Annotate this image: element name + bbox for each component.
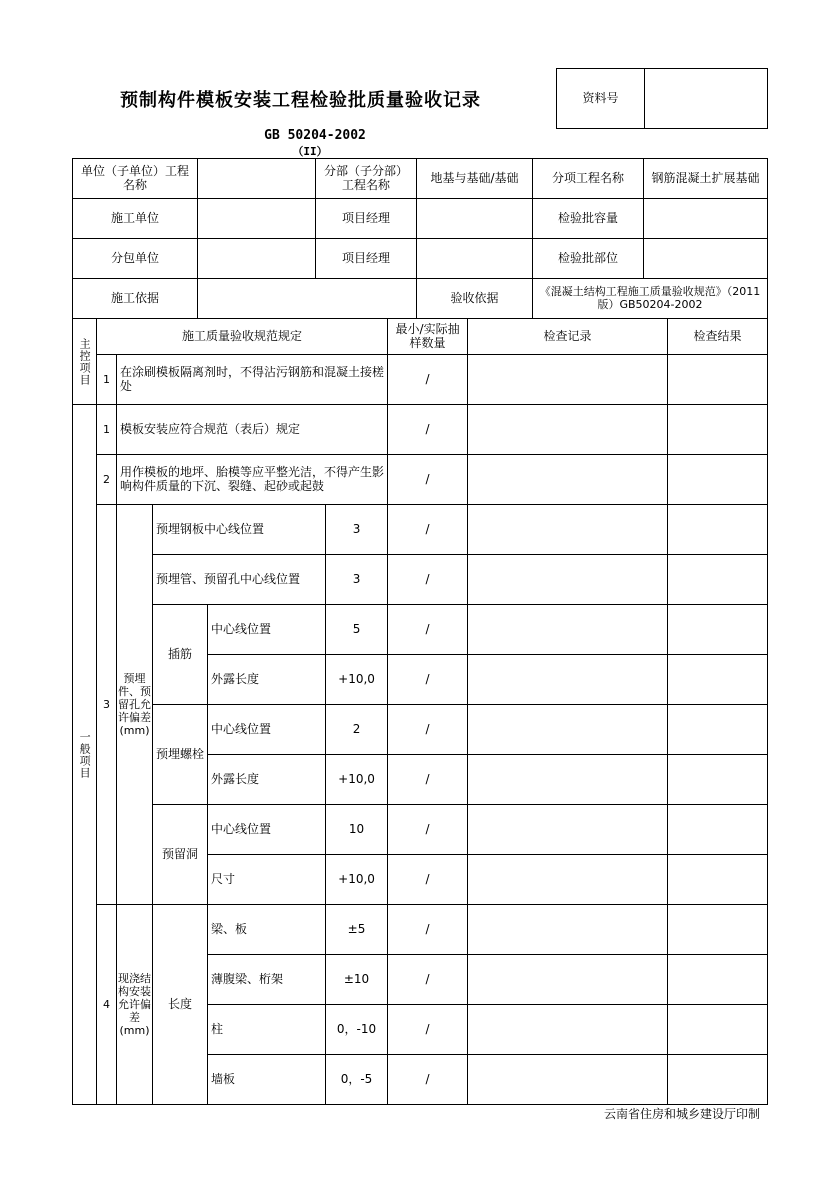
batch-capacity-value[interactable]: [644, 199, 768, 239]
item-sample[interactable]: /: [388, 655, 468, 705]
allowed-deviation: ±10: [326, 955, 388, 1005]
item-sample[interactable]: /: [388, 855, 468, 905]
allowed-deviation: 0，-5: [326, 1055, 388, 1105]
table-row: [73, 355, 768, 405]
subcontractor-value[interactable]: [198, 239, 316, 279]
item-text: 在涂刷模板隔离剂时，不得沾污钢筋和混凝土接槎处: [117, 355, 388, 405]
allowed-deviation: +10,0: [326, 655, 388, 705]
sub-item-name: 梁、板: [208, 905, 326, 955]
table-row: [73, 805, 768, 855]
batch-capacity-label: 检验批容量: [533, 199, 644, 239]
unit-label: 单位（子单位）工程名称: [73, 159, 198, 199]
item-result[interactable]: [668, 555, 768, 605]
item-sample[interactable]: /: [388, 405, 468, 455]
column-header-row: [73, 319, 768, 355]
item-record[interactable]: [468, 505, 668, 555]
item-no: 4: [97, 905, 117, 1105]
sub-group-label: 预留洞: [153, 805, 208, 905]
item-sample[interactable]: /: [388, 755, 468, 805]
main-control-label: 主控项目: [73, 319, 97, 405]
item-sample[interactable]: /: [388, 805, 468, 855]
item-result[interactable]: [668, 905, 768, 955]
sub-item-name: 外露长度: [208, 755, 326, 805]
item-sample[interactable]: /: [388, 355, 468, 405]
item-sample[interactable]: /: [388, 955, 468, 1005]
pm2-label: 项目经理: [316, 239, 417, 279]
item-result[interactable]: [668, 405, 768, 455]
item-text: 模板安装应符合规范（表后）规定: [117, 405, 388, 455]
item-record[interactable]: [468, 755, 668, 805]
sub-group-label: 预埋螺栓: [153, 705, 208, 805]
sub-item-name: 墙板: [208, 1055, 326, 1105]
item-result[interactable]: [668, 455, 768, 505]
group-label: 预埋件、预留孔允许偏差(mm): [117, 505, 153, 905]
spec-header: 施工质量验收规范规定: [97, 319, 388, 355]
acceptance-basis-value: 《混凝土结构工程施工质量验收规范》（2011版）GB50204-2002: [533, 279, 768, 319]
allowed-deviation: 10: [326, 805, 388, 855]
general-items-label: 一般项目: [73, 405, 97, 1105]
item-record[interactable]: [468, 1005, 668, 1055]
item-record[interactable]: [468, 555, 668, 605]
sub-item-name: 预埋管、预留孔中心线位置: [153, 555, 326, 605]
item-sample[interactable]: /: [388, 1005, 468, 1055]
item-result[interactable]: [668, 755, 768, 805]
basis-value[interactable]: [198, 279, 417, 319]
subitem-value[interactable]: 钢筋混凝土扩展基础: [644, 159, 768, 199]
sub-item-name: 中心线位置: [208, 805, 326, 855]
sub-group-label: 插筋: [153, 605, 208, 705]
batch-location-value[interactable]: [644, 239, 768, 279]
item-record[interactable]: [468, 455, 668, 505]
item-record[interactable]: [468, 905, 668, 955]
inspection-table: [72, 318, 768, 1105]
batch-location-label: 检验批部位: [533, 239, 644, 279]
sub-item-name: 外露长度: [208, 655, 326, 705]
table-row: [73, 555, 768, 605]
table-row: [73, 705, 768, 755]
allowed-deviation: 0，-10: [326, 1005, 388, 1055]
item-result[interactable]: [668, 855, 768, 905]
item-record[interactable]: [468, 605, 668, 655]
item-sample[interactable]: /: [388, 1055, 468, 1105]
item-result[interactable]: [668, 505, 768, 555]
item-result[interactable]: [668, 805, 768, 855]
item-record[interactable]: [468, 1055, 668, 1105]
item-sample[interactable]: /: [388, 455, 468, 505]
contractor-label: 施工单位: [73, 199, 198, 239]
sub-item-name: 尺寸: [208, 855, 326, 905]
item-result[interactable]: [668, 955, 768, 1005]
record-header: 检查记录: [468, 319, 668, 355]
item-sample[interactable]: /: [388, 555, 468, 605]
item-no: 1: [97, 405, 117, 455]
item-no: 3: [97, 505, 117, 905]
item-record[interactable]: [468, 355, 668, 405]
item-result[interactable]: [668, 705, 768, 755]
table-row: [73, 505, 768, 555]
standard-subcode: （II）: [292, 145, 328, 158]
info-table: [72, 158, 768, 319]
data-no-value[interactable]: [645, 69, 768, 129]
item-text: 用作模板的地坪、胎模等应平整光洁，不得产生影响构件质量的下沉、裂缝、起砂或起鼓: [117, 455, 388, 505]
sub-item-name: 中心线位置: [208, 705, 326, 755]
item-sample[interactable]: /: [388, 905, 468, 955]
page-title: 预制构件模板安装工程检验批质量验收记录: [120, 90, 481, 111]
data-no-label: 资料号: [557, 69, 645, 129]
division-value[interactable]: 地基与基础/基础: [417, 159, 533, 199]
item-result[interactable]: [668, 655, 768, 705]
sub-item-name: 预埋钢板中心线位置: [153, 505, 326, 555]
sample-header: 最小/实际抽样数量: [388, 319, 468, 355]
basis-label: 施工依据: [73, 279, 198, 319]
division-label: 分部（子分部）工程名称: [316, 159, 417, 199]
item-result[interactable]: [668, 1055, 768, 1105]
result-header: 检查结果: [668, 319, 768, 355]
item-record[interactable]: [468, 405, 668, 455]
unit-value[interactable]: [198, 159, 316, 199]
pm-value[interactable]: [417, 199, 533, 239]
acceptance-basis-label: 验收依据: [417, 279, 533, 319]
item-no: 2: [97, 455, 117, 505]
item-result[interactable]: [668, 605, 768, 655]
pm2-value[interactable]: [417, 239, 533, 279]
subcontractor-label: 分包单位: [73, 239, 198, 279]
table-row: [73, 605, 768, 655]
table-row: [73, 405, 768, 455]
sub-item-name: 薄腹梁、桁架: [208, 955, 326, 1005]
item-result[interactable]: [668, 1005, 768, 1055]
footer-print-note: 云南省住房和城乡建设厅印制: [603, 1107, 760, 1121]
pm-label: 项目经理: [316, 199, 417, 239]
contractor-value[interactable]: [198, 199, 316, 239]
item-no: 1: [97, 355, 117, 405]
subitem-label: 分项工程名称: [533, 159, 644, 199]
item-record[interactable]: [468, 805, 668, 855]
allowed-deviation: 3: [326, 555, 388, 605]
table-row: [73, 905, 768, 955]
allowed-deviation: 2: [326, 705, 388, 755]
item-record[interactable]: [468, 705, 668, 755]
item-sample[interactable]: /: [388, 605, 468, 655]
standard-code: GB 50204-2002: [264, 128, 366, 143]
allowed-deviation: ±5: [326, 905, 388, 955]
allowed-deviation: +10,0: [326, 855, 388, 905]
item-record[interactable]: [468, 655, 668, 705]
allowed-deviation: +10,0: [326, 755, 388, 805]
allowed-deviation: 3: [326, 505, 388, 555]
item-result[interactable]: [668, 355, 768, 405]
item-record[interactable]: [468, 955, 668, 1005]
sub-group-label: 长度: [153, 905, 208, 1105]
sub-item-name: 柱: [208, 1005, 326, 1055]
group-label: 现浇结构安装允许偏差(mm): [117, 905, 153, 1105]
data-number-box: [556, 68, 768, 129]
item-record[interactable]: [468, 855, 668, 905]
allowed-deviation: 5: [326, 605, 388, 655]
sub-item-name: 中心线位置: [208, 605, 326, 655]
item-sample[interactable]: /: [388, 705, 468, 755]
item-sample[interactable]: /: [388, 505, 468, 555]
table-row: [73, 455, 768, 505]
